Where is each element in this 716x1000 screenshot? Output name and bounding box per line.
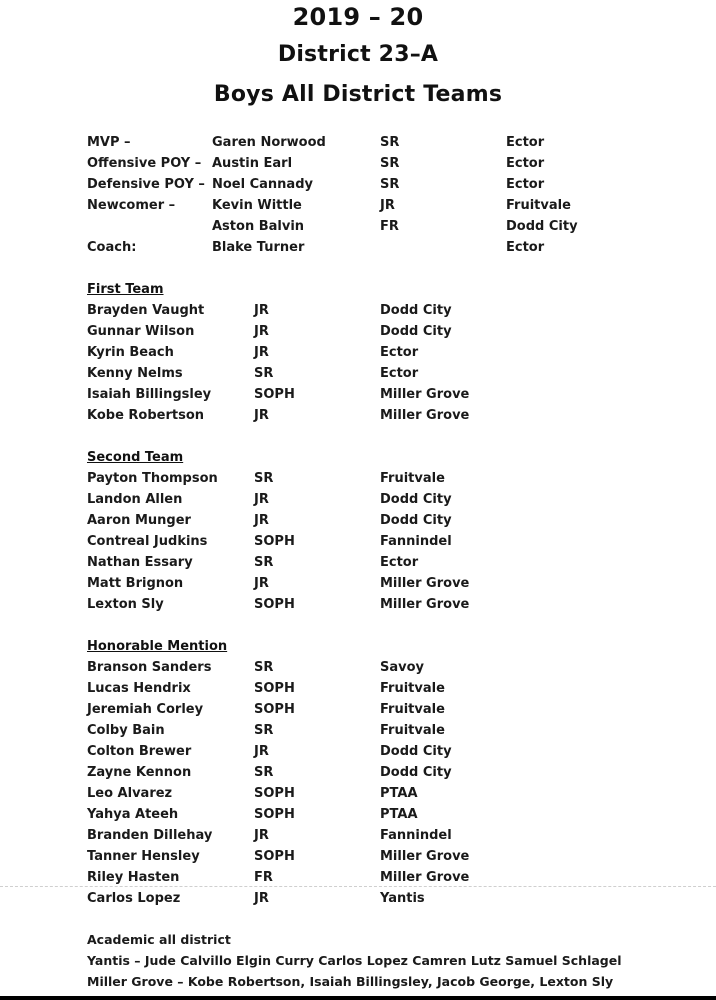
player-name: Lucas Hendrix — [87, 681, 191, 696]
player-year: JR — [254, 303, 269, 318]
player-year: JR — [254, 744, 269, 759]
player-school: Ector — [380, 555, 419, 570]
player-name: Carlos Lopez — [87, 891, 181, 906]
player-year: SR — [254, 765, 274, 780]
award-row — [0, 132, 716, 153]
honorable-mention-player-row — [0, 699, 716, 720]
award-year: SR — [380, 177, 400, 192]
player-year: SOPH — [254, 681, 295, 696]
district-heading: District 23–A — [277, 42, 439, 67]
player-school: Dodd City — [380, 324, 452, 339]
player-school: Dodd City — [380, 513, 452, 528]
player-name: Tanner Hensley — [87, 849, 200, 864]
player-school: Miller Grove — [380, 576, 470, 591]
player-year: JR — [254, 891, 269, 906]
player-school: Miller Grove — [380, 387, 470, 402]
award-school: Ector — [506, 177, 545, 192]
honorable-mention-player-row — [0, 657, 716, 678]
player-year: SR — [254, 471, 274, 486]
player-year: SR — [254, 660, 274, 675]
award-name: Austin Earl — [212, 156, 293, 171]
player-year: SR — [254, 366, 274, 381]
player-school: PTAA — [380, 807, 418, 822]
player-name: Colton Brewer — [87, 744, 192, 759]
award-name: Garen Norwood — [212, 135, 326, 150]
honorable-mention-player-row — [0, 846, 716, 867]
player-year: SOPH — [254, 807, 295, 822]
player-year: SOPH — [254, 849, 295, 864]
academic-line-miller-grove: Miller Grove – Kobe Robertson, Isaiah Billingsley, Jacob George, Lexton Sly — [87, 974, 614, 989]
player-year: JR — [254, 828, 269, 843]
honorable-mention-player-row — [0, 741, 716, 762]
player-name: Brayden Vaught — [87, 303, 205, 318]
player-school: Ector — [380, 366, 419, 381]
player-year: JR — [254, 492, 269, 507]
player-year: SOPH — [254, 534, 295, 549]
award-school: Dodd City — [506, 219, 578, 234]
player-year: SR — [254, 723, 274, 738]
player-school: Miller Grove — [380, 870, 470, 885]
player-school: Fruitvale — [380, 702, 445, 717]
second-team-player-row — [0, 552, 716, 573]
player-name: Landon Allen — [87, 492, 183, 507]
academic-line-yantis: Yantis – Jude Calvillo Elgin Curry Carlos Lopez Camren Lutz Samuel Schlagel — [87, 953, 622, 968]
bottom-edge-bar — [0, 996, 716, 1000]
player-name: Isaiah Billingsley — [87, 387, 212, 402]
first-team-player-row — [0, 300, 716, 321]
award-year: SR — [380, 135, 400, 150]
second-team-player-row — [0, 468, 716, 489]
award-year: JR — [380, 198, 395, 213]
player-name: Gunnar Wilson — [87, 324, 195, 339]
player-name: Kobe Robertson — [87, 408, 205, 423]
player-school: Dodd City — [380, 744, 452, 759]
player-name: Lexton Sly — [87, 597, 164, 612]
player-name: Colby Bain — [87, 723, 165, 738]
player-year: FR — [254, 870, 273, 885]
award-name: Noel Cannady — [212, 177, 313, 192]
honorable-mention-player-row — [0, 762, 716, 783]
player-name: Nathan Essary — [87, 555, 193, 570]
award-name: Blake Turner — [212, 240, 305, 255]
player-school: PTAA — [380, 786, 418, 801]
first-team-heading: First Team — [87, 282, 164, 297]
season-heading: 2019 – 20 — [292, 3, 424, 31]
second-team-player-row — [0, 531, 716, 552]
second-team-player-row — [0, 594, 716, 615]
player-school: Miller Grove — [380, 849, 470, 864]
award-school: Ector — [506, 156, 545, 171]
player-school: Miller Grove — [380, 408, 470, 423]
award-label: Defensive POY – — [87, 177, 205, 192]
player-school: Fannindel — [380, 534, 452, 549]
award-row — [0, 174, 716, 195]
honorable-mention-player-row — [0, 783, 716, 804]
player-name: Jeremiah Corley — [87, 702, 204, 717]
award-name: Kevin Wittle — [212, 198, 302, 213]
player-school: Ector — [380, 345, 419, 360]
player-school: Yantis — [380, 891, 425, 906]
award-year: FR — [380, 219, 399, 234]
player-year: JR — [254, 324, 269, 339]
player-year: JR — [254, 576, 269, 591]
first-team-player-row — [0, 405, 716, 426]
award-school: Fruitvale — [506, 198, 571, 213]
award-name: Aston Balvin — [212, 219, 305, 234]
player-school: Savoy — [380, 660, 425, 675]
first-team-player-row — [0, 321, 716, 342]
player-school: Dodd City — [380, 492, 452, 507]
second-team-heading: Second Team — [87, 450, 184, 465]
honorable-mention-player-row — [0, 867, 716, 888]
player-name: Payton Thompson — [87, 471, 218, 486]
player-name: Zayne Kennon — [87, 765, 192, 780]
honorable-mention-player-row — [0, 804, 716, 825]
player-year: SOPH — [254, 597, 295, 612]
first-team-player-row — [0, 363, 716, 384]
player-school: Dodd City — [380, 765, 452, 780]
academic-heading: Academic all district — [87, 932, 231, 947]
player-name: Leo Alvarez — [87, 786, 173, 801]
award-year: SR — [380, 156, 400, 171]
honorable-mention-heading: Honorable Mention — [87, 639, 228, 654]
player-name: Contreal Judkins — [87, 534, 208, 549]
second-team-player-row — [0, 573, 716, 594]
award-row — [0, 237, 716, 258]
player-name: Branden Dillehay — [87, 828, 213, 843]
honorable-mention-player-row — [0, 678, 716, 699]
player-year: SOPH — [254, 387, 295, 402]
player-name: Yahya Ateeh — [87, 807, 179, 822]
award-school: Ector — [506, 135, 545, 150]
honorable-mention-player-row — [0, 720, 716, 741]
award-row — [0, 216, 716, 237]
player-name: Branson Sanders — [87, 660, 212, 675]
award-label: Offensive POY – — [87, 156, 202, 171]
player-name: Kenny Nelms — [87, 366, 183, 381]
player-name: Riley Hasten — [87, 870, 180, 885]
player-school: Fannindel — [380, 828, 452, 843]
player-year: JR — [254, 513, 269, 528]
player-school: Fruitvale — [380, 681, 445, 696]
award-label: Coach: — [87, 240, 137, 255]
page-fold-line — [0, 886, 716, 887]
award-row — [0, 153, 716, 174]
player-year: JR — [254, 345, 269, 360]
award-label: MVP – — [87, 135, 131, 150]
player-year: SOPH — [254, 786, 295, 801]
player-name: Matt Brignon — [87, 576, 184, 591]
award-school: Ector — [506, 240, 545, 255]
page-title: Boys All District Teams — [213, 82, 503, 107]
honorable-mention-player-row — [0, 888, 716, 909]
player-year: JR — [254, 408, 269, 423]
second-team-player-row — [0, 510, 716, 531]
award-label: Newcomer – — [87, 198, 176, 213]
honorable-mention-player-row — [0, 825, 716, 846]
player-name: Kyrin Beach — [87, 345, 174, 360]
player-school: Miller Grove — [380, 597, 470, 612]
player-year: SR — [254, 555, 274, 570]
player-school: Fruitvale — [380, 471, 445, 486]
player-name: Aaron Munger — [87, 513, 191, 528]
second-team-player-row — [0, 489, 716, 510]
player-year: SOPH — [254, 702, 295, 717]
first-team-player-row — [0, 384, 716, 405]
player-school: Fruitvale — [380, 723, 445, 738]
player-school: Dodd City — [380, 303, 452, 318]
award-row — [0, 195, 716, 216]
first-team-player-row — [0, 342, 716, 363]
